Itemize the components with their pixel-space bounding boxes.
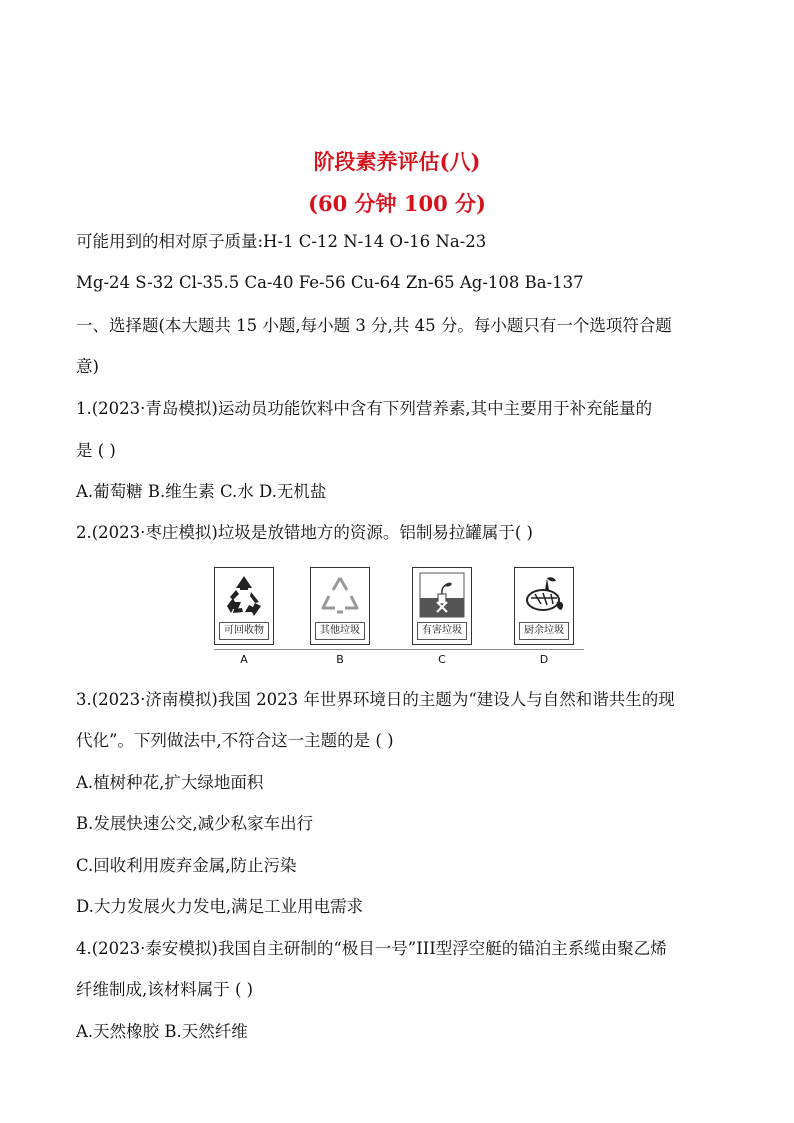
question-4-line2: 纤维制成,该材料属于 ( ) [76, 980, 254, 999]
question-1-options: A.葡萄糖 B.维生素 C.水 D.无机盐 [76, 482, 327, 501]
bin-label: 厨余垃圾 [519, 622, 569, 640]
waste-bin-figure [214, 567, 584, 671]
question-2-line1: 2.(2023·枣庄模拟)垃圾是放错地方的资源。铝制易拉罐属于( ) [76, 523, 533, 542]
recycle-icon [221, 572, 267, 618]
question-3-line1: 3.(2023·济南模拟)我国 2023 年世界环境日的主题为“建设人与自然和谐共生的现 [76, 690, 675, 709]
kitchen-waste-icon [521, 572, 567, 618]
question-4-options: A.天然橡胶 B.天然纤维 [76, 1022, 248, 1041]
bin-kitchen [514, 567, 574, 645]
bin-letter-d: D [539, 653, 549, 666]
question-3-option-b: B.发展快速公交,减少私家车出行 [76, 814, 314, 833]
question-1-line1: 1.(2023·青岛模拟)运动员功能饮料中含有下列营养素,其中主要用于补充能量的 [76, 399, 653, 418]
section-heading-line2: 意) [76, 357, 99, 376]
figure-baseline [214, 649, 584, 650]
atomic-masses-line1: 可能用到的相对原子质量:H-1 C-12 N-14 O-16 Na-23 [76, 232, 487, 251]
bin-label: 可回收物 [219, 622, 269, 640]
bin-letter-b: B [336, 653, 344, 666]
question-3-option-c: C.回收利用废弃金属,防止污染 [76, 856, 297, 875]
question-3-option-a: A.植树种花,扩大绿地面积 [76, 773, 264, 792]
bin-letter-a: A [240, 653, 248, 666]
bin-letter-c: C [438, 653, 446, 666]
question-1-line2: 是 ( ) [76, 441, 116, 460]
bin-label: 其他垃圾 [315, 622, 365, 640]
bin-recyclable [214, 567, 274, 645]
atomic-masses-line2: Mg-24 S-32 Cl-35.5 Ca-40 Fe-56 Cu-64 Zn-65 Ag-108 Ba-137 [76, 273, 584, 292]
question-3-option-d: D.大力发展火力发电,满足工业用电需求 [76, 897, 364, 916]
bin-other [310, 567, 370, 645]
section-heading-line1: 一、选择题(本大题共 15 小题,每小题 3 分,共 45 分。每小题只有一个选项符合题 [76, 316, 672, 335]
hazardous-waste-icon [419, 572, 465, 618]
bin-label: 有害垃圾 [417, 622, 467, 640]
other-waste-icon [317, 572, 363, 618]
question-3-line2: 代化”。下列做法中,不符合这一主题的是 ( ) [76, 731, 394, 750]
page-subtitle: (60 分钟 100 分) [308, 191, 486, 216]
bin-hazardous [412, 567, 472, 645]
question-4-line1: 4.(2023·泰安模拟)我国自主研制的“极目一号”III型浮空艇的锚泊主系缆由聚乙烯 [76, 939, 667, 958]
page-title: 阶段素养评估(八) [313, 149, 481, 174]
